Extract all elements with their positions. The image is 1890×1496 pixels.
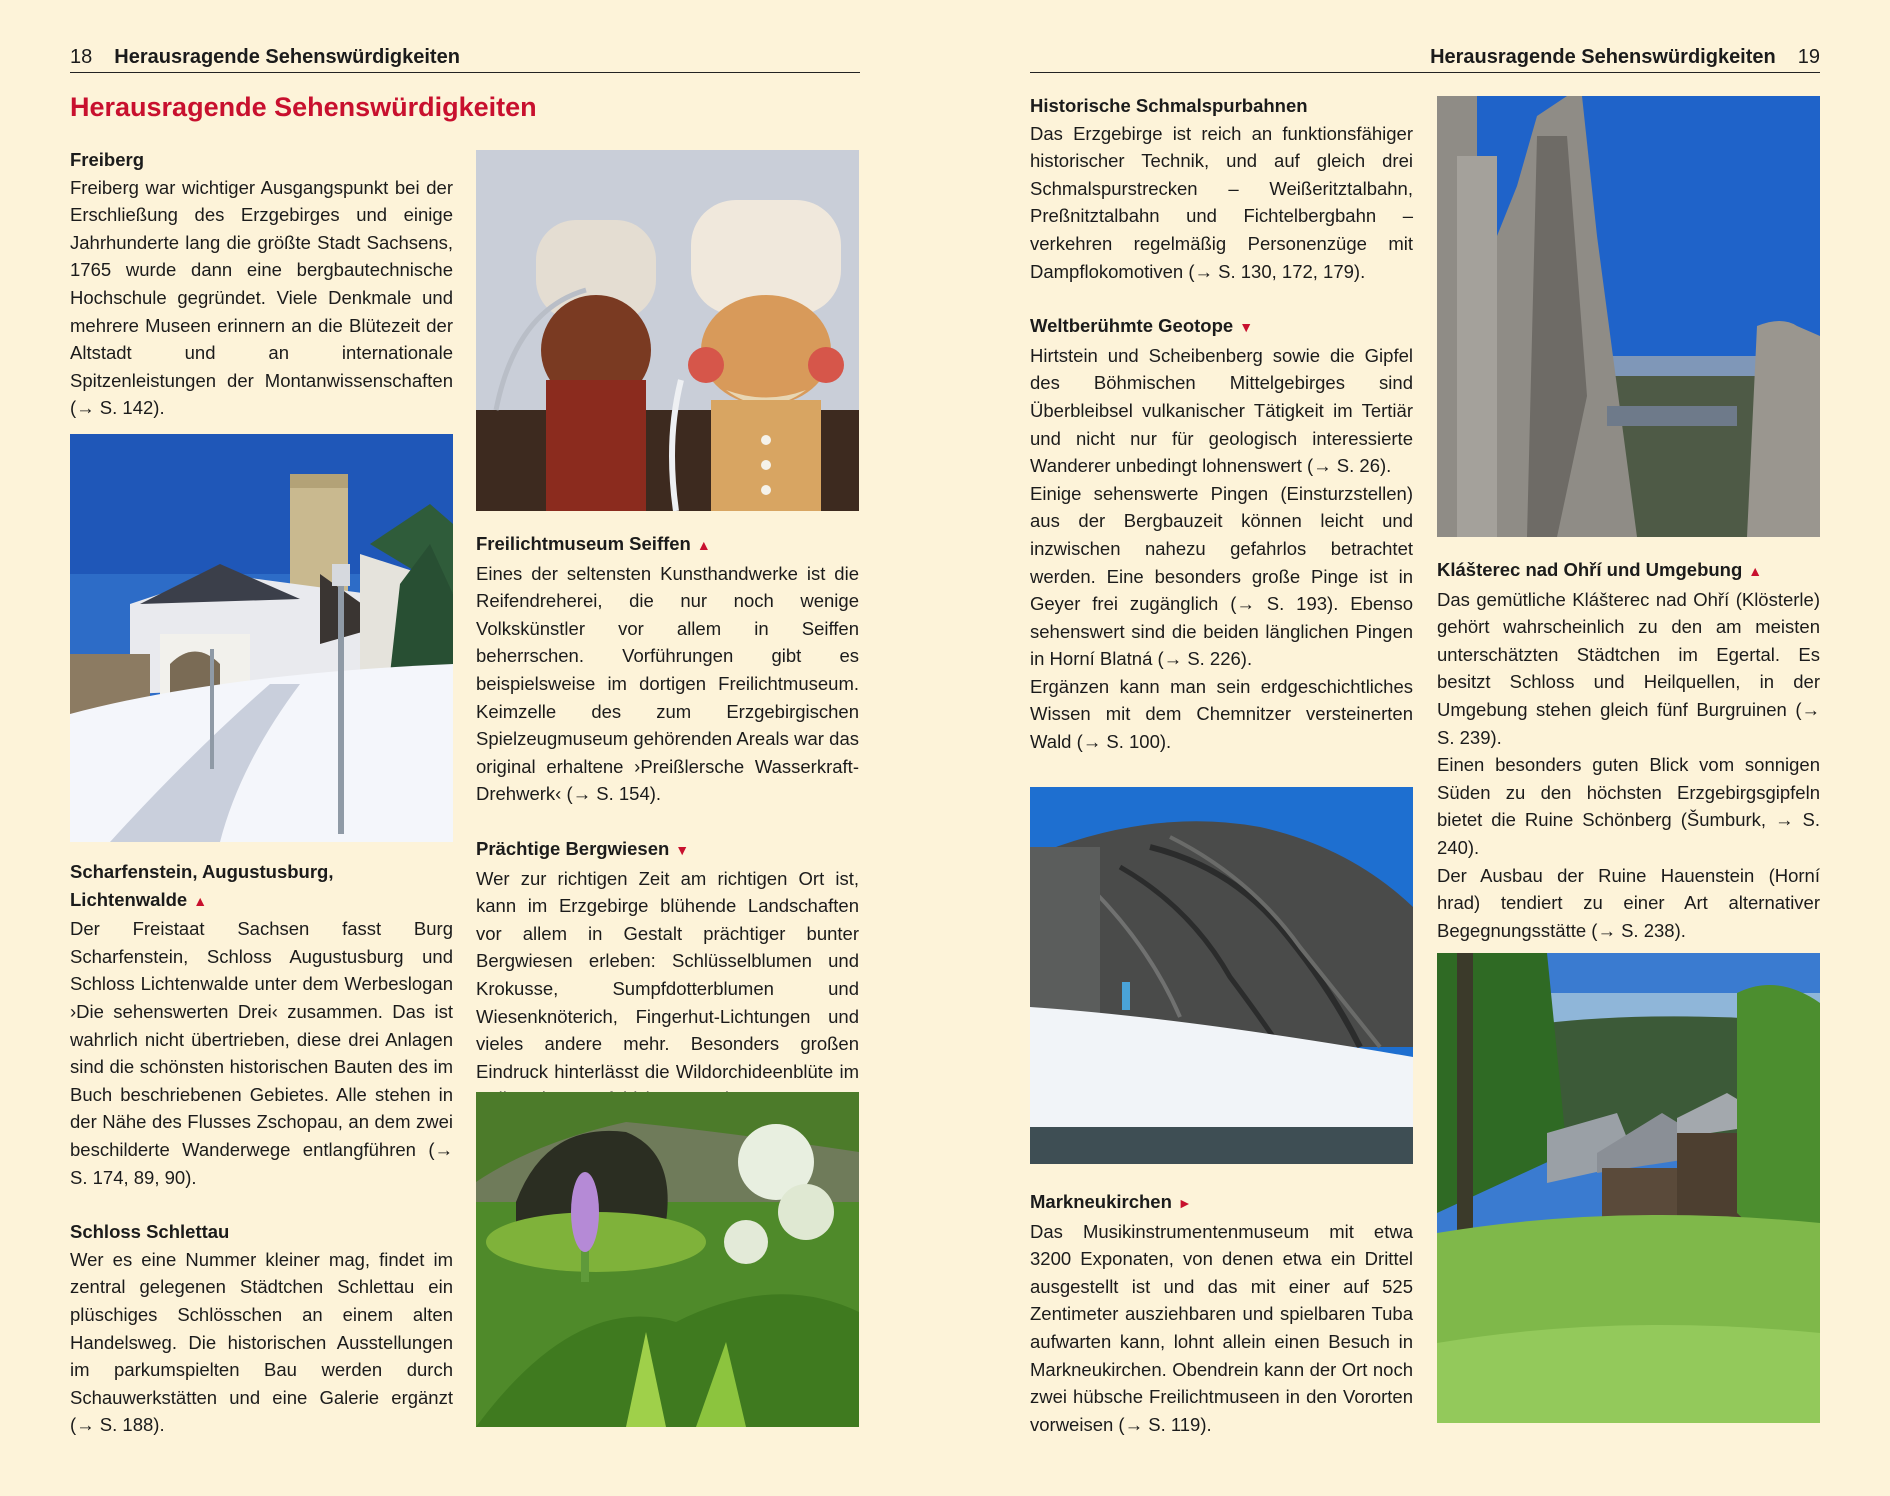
triangle-down-icon: ▼	[675, 841, 690, 858]
section-heading: Scharfenstein, Augustusburg, Lichtenwalde ▲	[70, 861, 334, 910]
section-body: Der Ausbau der Ruine Hauenstein (Horní hrad) tendiert zu einer Art alternativer Begegnungsstätte (→ S. 238).	[1437, 864, 1820, 941]
section-seiffen	[476, 530, 859, 1113]
section-body: Ergänzen kann man sein erdgeschichtliches Wissen mit dem Chemnitzer versteinerten Wald (→ S. 100).	[1030, 675, 1413, 753]
running-head-right-text: Herausragende Sehenswürdigkeiten	[1430, 46, 1776, 68]
castle-winter-photo	[70, 434, 453, 842]
running-head-left-text: Herausragende Sehenswürdigkeiten	[114, 46, 460, 68]
triangle-up-icon: ▲	[193, 892, 208, 909]
head-rule-left	[70, 72, 860, 73]
page-title: Herausragende Sehenswürdigkeiten	[70, 92, 537, 122]
section-body: Das Erzgebirge ist reich an funktionsfähiger historischer Technik, und auf gleich drei Schmalspurstrecken – Weißeritztalbahn, Preßnitztalbahn und Fichtelbergbahn – verkehren regelmäßig Personenzüge mit Dampflokomotiven (→ S. 130, 172, 179).	[1030, 122, 1413, 282]
section-klasterec	[1437, 556, 1820, 944]
section-heading: Weltberühmte Geotope ▼	[1030, 315, 1254, 337]
section-body: Wer zur richtigen Zeit am richtigen Ort ist, kann im Erzgebirge blühende Landschaften vor allem in Gestalt prächtiger bunter Bergwiesen erleben: Schlüsselblumen und Krokusse, Sumpfdotterblumen und Wiesenknöterich, Fingerhut-Lichtungen und vieles andere mehr. Besonders großen Eindruck hinterlässt die Wildorchideenblüte im	[476, 867, 859, 1082]
section-heading: Klášterec nad Ohří und Umgebung ▲	[1437, 559, 1763, 580]
section-body: Freiberg war wichtiger Ausgangspunkt bei der Erschließung des Erzgebirges und einige Jahrhunderte lang die größte Stadt Sachsens, 1765 wurde dann eine bergbautechnische Hochschule gegründet. Viele Denkmale und mehrere Museen erinnern an die Blütezeit der Altstadt und an internationale Spitzenleistungen der Montanwissenschaften (→ S. 142).	[70, 176, 453, 419]
section-heading: Historische Schmalspurbahnen	[1030, 95, 1308, 116]
section-body: Eines der seltensten Kunsthandwerke ist die Reifendreherei, die nur noch wenige Volkskünstler vor allem in Seiffen beherrschen. Vorführungen gibt es beispielsweise im dortigen Freilichtmuseum. Keimzelle des zum Erzgebirgischen Spielzeugmuseum gehörenden Areals war das original erhaltene ›Preißlersche Wasserkraft-Drehwerk‹ (→ S. 154).	[476, 562, 859, 805]
section-freiberg	[70, 146, 453, 422]
head-rule-right	[1030, 72, 1820, 73]
right-page	[945, 0, 1890, 1496]
running-head-right	[1430, 46, 1820, 69]
section-heading: Schloss Schlettau	[70, 1221, 230, 1243]
section-body: Das gemütliche Klášterec nad Ohří (Klösterle) gehört wahrscheinlich zu den am meisten unterschätzten Städtchen im Egertal. Es besitzt Schloss und Heilquellen, in der Umgebung stehen gleich fünf Burgruinen (→ S. 239).	[1437, 588, 1820, 748]
section-body: Wer es eine Nummer kleiner mag, findet im zentral gelegenen Städtchen Schlettau ein plüschiges Schlösschen an einem alten Handelsweg. Die historischen Ausstellungen im parkumspielten Bau werden durch Schauwerkstätten und eine Galerie ergänzt (→ S. 188).	[70, 1248, 453, 1436]
section-scharfenstein	[70, 858, 453, 1439]
page-number-left: 18	[70, 46, 93, 68]
page-number-right: 19	[1797, 46, 1820, 68]
section-body: Einige sehenswerte Pingen (Einsturzstellen) aus der Bergbauzeit können leicht und inzwischen nahezu gefahrlos betrachtet werden. Eine besonders große Pinge ist in Geyer frei zugänglich (→ S. 193). Ebenso sehenswert sind die beiden länglichen Pingen in Horní Blatná (→ S. 226).	[1030, 482, 1413, 670]
triangle-right-icon: ►	[1177, 1195, 1192, 1211]
triangle-up-icon: ▲	[696, 537, 711, 553]
section-heading: Freiberg	[70, 149, 145, 170]
running-head-left	[70, 46, 460, 69]
section-body: Einen besonders guten Blick vom sonnigen Süden zu den höchsten Erzgebirgsgipfeln bietet die Ruine Schönberg (Šumburk, → S. 240).	[1437, 754, 1820, 858]
section-schmalspurbahnen	[1030, 92, 1413, 756]
timber-houses-photo	[1437, 953, 1820, 1423]
section-body: Der Freistaat Sachsen fasst Burg Scharfenstein, Schloss Augustusburg und Schloss Lichtenwalde unter dem Werbeslogan ›Die sehenswerten Drei‹ zusammen. Das ist wahrlich nicht übertrieben, diese drei Anlagen sind die schönsten historischen Bauten des im Buch beschriebenen Gebietes. Alle stehen in der Nähe des Flusses Zschopau, an dem zwei beschilderte Wanderwege entlangführen (→ S. 174, 89, 90).	[70, 918, 453, 1188]
triangle-up-icon: ▲	[1748, 563, 1763, 579]
section-heading: Freilichtmuseum Seiffen ▲	[476, 533, 711, 554]
section-body: Das Musikinstrumentenmuseum mit etwa 3200 Exponaten, von denen etwa ein Drittel ausgestellt ist und das mit einer auf 525 Zentimeter ausziehbaren und spielbaren Tuba aufwarten kann, lohnt allein einen Besuch in Markneukirchen. Obendrein kann der Ort noch zwei hübsche Freilichtmuseen in den Vororten vorweisen (→ S. 119).	[1030, 1220, 1413, 1435]
basalt-rock-photo	[1030, 787, 1413, 1164]
castle-ruin-photo	[1437, 96, 1820, 537]
section-heading: Markneukirchen ►	[1030, 1191, 1192, 1212]
section-heading: Prächtige Bergwiesen ▼	[476, 837, 690, 859]
triangle-down-icon: ▼	[1239, 319, 1254, 336]
section-body: Hirtstein und Scheibenberg sowie die Gipfel des Böhmischen Mittelgebirges sind Überbleibsel vulkanischer Tätigkeit im Tertiär und nicht nur für geologisch interessierte Wanderer unbedingt lohnenswert (→ S. 26).	[1030, 344, 1413, 477]
wooden-figures-photo	[476, 150, 859, 511]
orchid-meadow-photo	[476, 1092, 859, 1427]
section-markneukirchen	[1030, 1188, 1413, 1438]
